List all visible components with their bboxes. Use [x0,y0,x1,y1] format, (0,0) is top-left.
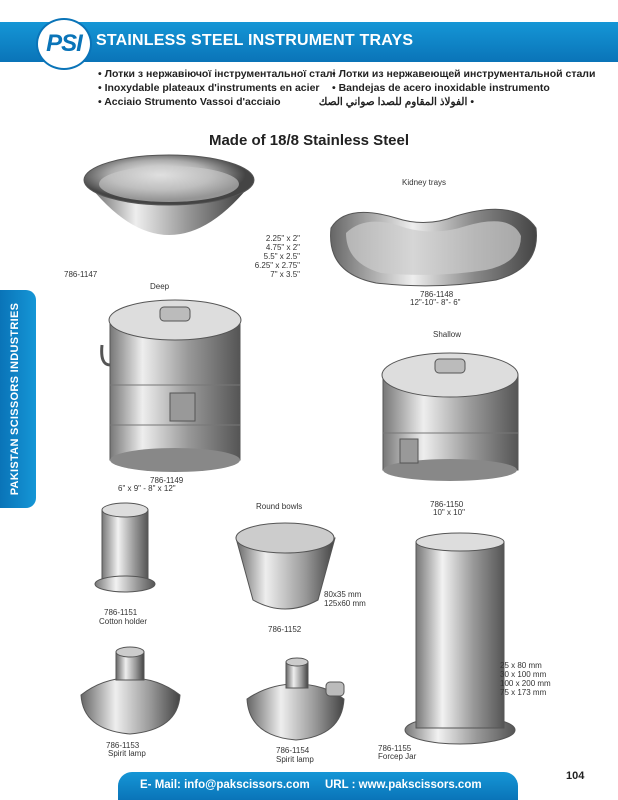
product-code: 786-1153 [106,741,140,750]
lang-french: • Inoxydable plateaux d'instruments en acier [98,82,320,94]
size-label: 10" x 10" [433,508,465,517]
spirit-lamp-small-image [244,654,350,744]
product-code: 786-1155 [378,744,412,753]
lang-ukrainian: • Лотки з нержавіючої інструментальної сталі [98,68,336,80]
product-name: Cotton holder [99,617,148,626]
side-tab-text: PAKISTAN SCISSORS INDUSTRIES [9,302,21,496]
product-name: Forcep Jar [378,752,417,761]
size-label: 6" x 9" - 8" x 12" [118,484,176,493]
material-subtitle: Made of 18/8 Stainless Steel [208,132,410,149]
size-list: 25 x 80 mm 30 x 100 mm 100 x 200 mm 75 x 173 mm [500,661,551,697]
forcep-jar-image [402,532,518,750]
product-code: 786-1149 [150,476,184,485]
lang-russian: • Лотки из нержавеющей инструментальной стали [332,68,596,80]
spirit-lamp-image [78,640,183,740]
company-logo: PSI [36,18,92,70]
product-name: Spirit lamp [108,749,146,758]
size-label: 12"-10"- 8"- 6" [410,298,461,307]
size-list: 2.25" x 2" 4.75" x 2" 5.5" x 2.5" 6.25" x 2.75" 7" x 3.5" [254,234,300,279]
footer-url[interactable]: URL : www.pakscissors.com [325,779,482,791]
kidney-tray-image [326,198,541,290]
round-bowl-image [233,520,338,615]
product-code: 786-1147 [64,270,98,279]
product-name: Spirit lamp [276,755,314,764]
product-caption: Shallow [433,330,462,339]
deep-bowl-image [82,150,257,270]
size-label: 125x60 mm [324,599,366,608]
product-code: 786-1152 [268,625,302,634]
lang-spanish: • Bandejas de acero inoxidable instrumento [332,82,550,94]
lang-italian: • Acciaio Strumento Vassoi d'acciaio [98,96,281,108]
cotton-holder-image [92,500,158,596]
product-caption: Round bowls [256,502,303,511]
page-title: STAINLESS STEEL INSTRUMENT TRAYS [96,32,414,49]
footer-email[interactable]: E- Mail: info@pakscissors.com [140,779,310,791]
sterilizer-drum-shallow-image [378,343,523,483]
product-caption: Kidney trays [402,178,447,187]
product-code: 786-1150 [430,500,464,509]
product-code: 786-1154 [276,746,310,755]
product-code: 786-1148 [420,290,454,299]
sterilizer-drum-tall-image [100,295,250,473]
product-code: 786-1151 [104,608,138,617]
product-caption: Deep [150,282,170,291]
size-label: 80x35 mm [324,590,362,599]
page-number: 104 [566,770,585,782]
lang-arabic: • الفولاذ المقاوم للصدا صواني الصك [318,96,474,108]
